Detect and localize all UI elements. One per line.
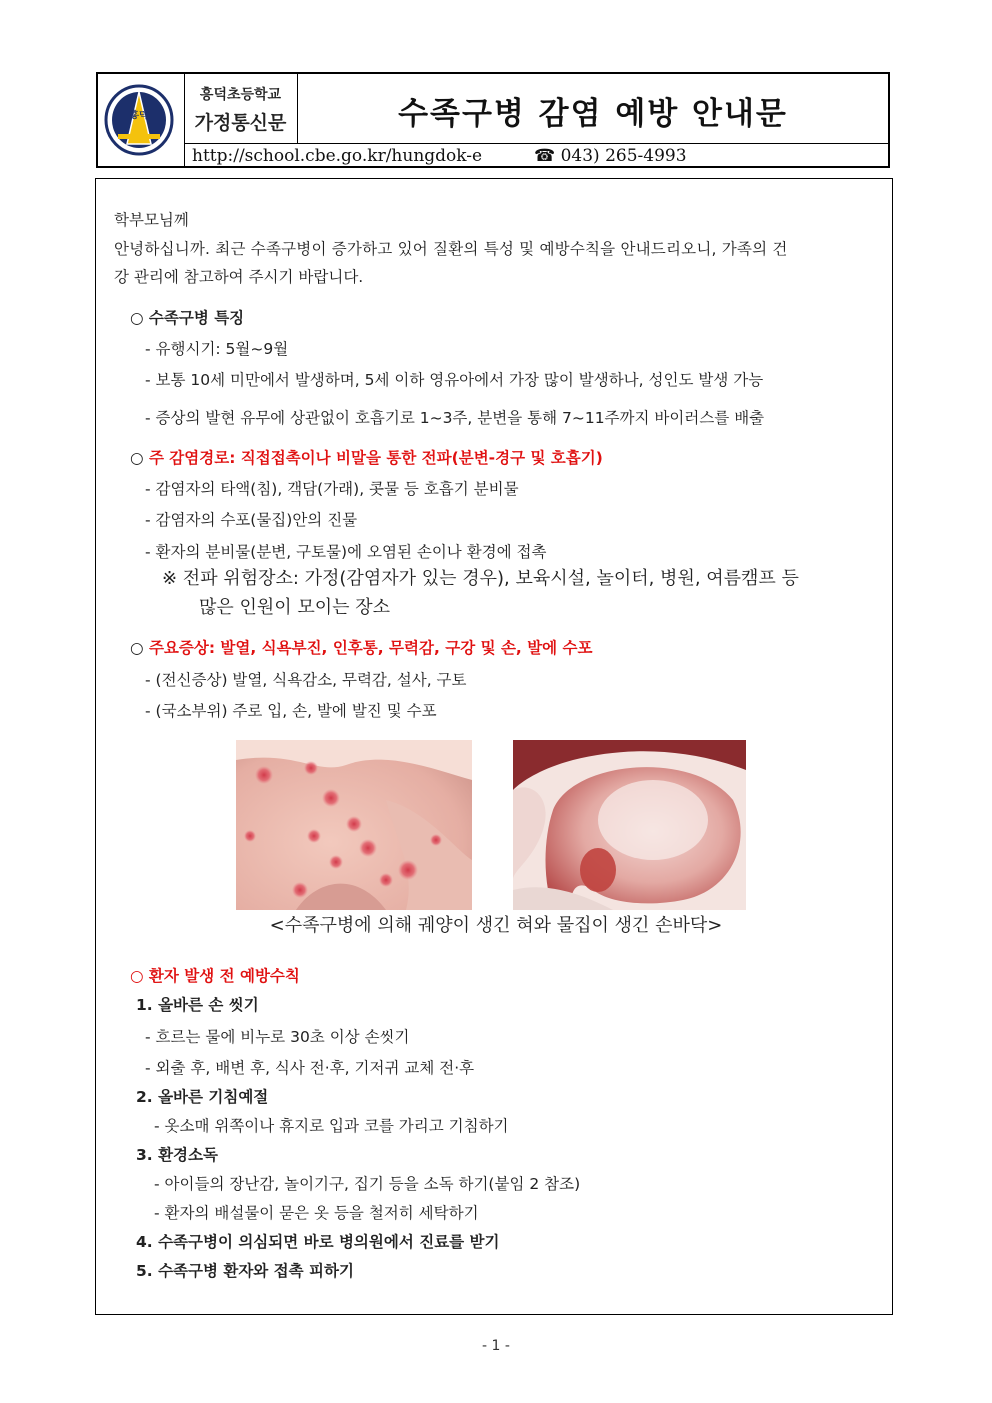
symptoms-heading-text: 주요증상: 발열, 식욕부진, 인후통, 무력감, 구강 및 손, 발에 수포 xyxy=(148,639,593,657)
transmission-heading-text: 주 감염경로: 직접접촉이나 비말을 통한 전파(분변-경구 및 호흡기) xyxy=(148,449,603,467)
features-item: - 보통 10세 미만에서 발생하며, 5세 이하 영유아에서 가장 많이 발생하나, 성인도 발생 가능 xyxy=(145,371,764,389)
logo-text-top: 흥덕 xyxy=(130,111,148,121)
transmission-heading xyxy=(130,446,603,468)
prevention-step-1: 1. 올바른 손 씻기 xyxy=(136,996,259,1014)
transmission-note-2: 많은 인원이 모이는 장소 xyxy=(199,597,391,618)
symptoms-item: - (국소부위) 주로 입, 손, 발에 발진 및 수포 xyxy=(145,702,437,720)
transmission-note-1: ※ 전파 위험장소: 가정(감염자가 있는 경우), 보육시설, 놀이터, 병원, 여름캠프 등 xyxy=(162,568,799,589)
features-item: - 유행시기: 5월~9월 xyxy=(145,340,289,358)
newsletter-type: 가정통신문 xyxy=(194,112,287,134)
intro-line-1: 안녕하십니까. 최근 수족구병이 증가하고 있어 질환의 특성 및 예방수칙을 안내드리오니, 가족의 건 xyxy=(114,240,788,258)
prevention-step-1-item: - 외출 후, 배변 후, 식사 전·후, 기저귀 교체 전·후 xyxy=(145,1059,475,1077)
newsletter-header xyxy=(96,72,890,168)
school-phone: ☎ 043) 265-4993 xyxy=(534,146,687,166)
intro-line-2: 강 관리에 참고하여 주시기 바랍니다. xyxy=(114,268,364,286)
logo-cell xyxy=(98,74,185,168)
page-title: 수족구병 감염 예방 안내문 xyxy=(398,96,788,132)
features-heading: ○ 수족구병 특징 xyxy=(130,309,245,327)
transmission-item: - 감염자의 수포(물집)안의 진물 xyxy=(145,511,358,529)
page-number: - 1 - xyxy=(482,1338,510,1354)
school-cell xyxy=(184,74,298,144)
hand-blister-photo xyxy=(236,740,472,910)
prevention-step-1-item: - 흐르는 물에 비누로 30초 이상 손씻기 xyxy=(145,1028,410,1046)
tongue-ulcer-photo xyxy=(513,740,746,910)
symptoms-heading xyxy=(130,636,593,658)
school-name: 흥덕초등학교 xyxy=(199,87,282,103)
features-item: - 증상의 발현 유무에 상관없이 호흡기로 1~3주, 분변을 통해 7~11주까지 바이러스를 배출 xyxy=(145,409,765,427)
prevention-step-2-item: - 옷소매 위쪽이나 휴지로 입과 코를 가리고 기침하기 xyxy=(154,1117,509,1135)
photo-caption: <수족구병에 의해 궤양이 생긴 혀와 물집이 생긴 손바닥> xyxy=(269,915,723,936)
transmission-item: - 환자의 분비물(분변, 구토물)에 오염된 손이나 환경에 접촉 xyxy=(145,543,547,561)
symptoms-item: - (전신증상) 발열, 식욕감소, 무력감, 설사, 구토 xyxy=(145,671,467,689)
prevention-step-2: 2. 올바른 기침예절 xyxy=(136,1088,269,1106)
prevention-step-3-item: - 환자의 배설물이 묻은 옷 등을 철저히 세탁하기 xyxy=(154,1204,479,1222)
title-cell xyxy=(298,74,888,144)
prevention-step-3: 3. 환경소독 xyxy=(136,1146,218,1164)
transmission-bullet: ○ xyxy=(130,449,144,467)
tongue-ulcer-image xyxy=(513,740,746,910)
prevention-heading: ○ 환자 발생 전 예방수칙 xyxy=(130,967,300,985)
symptoms-bullet: ○ xyxy=(130,639,144,657)
school-logo xyxy=(104,84,174,156)
prevention-step-5: 5. 수족구병 환자와 접촉 피하기 xyxy=(136,1262,354,1280)
hand-blister-image xyxy=(236,740,472,910)
prevention-step-3-item: - 아이들의 장난감, 놀이기구, 집기 등을 소독 하기(붙임 2 참조) xyxy=(154,1175,581,1193)
greeting: 학부모님께 xyxy=(114,211,189,229)
school-url[interactable]: http://school.cbe.go.kr/hungdok-e xyxy=(192,146,483,166)
transmission-item: - 감염자의 타액(침), 객담(가래), 콧물 등 호흡기 분비물 xyxy=(145,480,519,498)
contact-row xyxy=(184,144,888,168)
prevention-step-4: 4. 수족구병이 의심되면 바로 병의원에서 진료를 받기 xyxy=(136,1233,500,1251)
